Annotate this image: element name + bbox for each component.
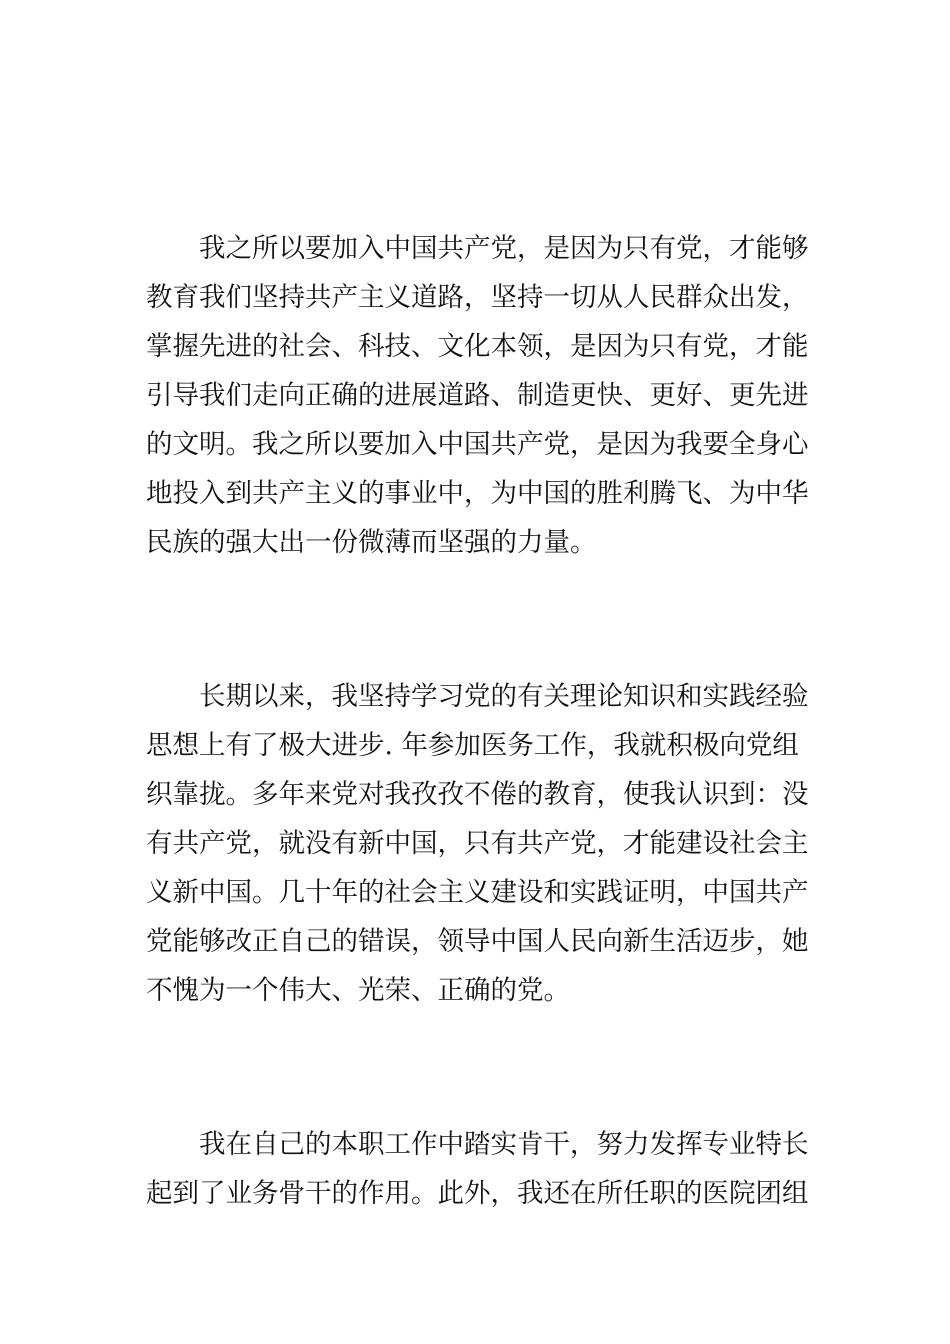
- paragraph-line: 有共产党，就没有新中国，只有共产党，才能建设社会主: [146, 828, 809, 859]
- paragraph-line: 起到了业务骨干的作用。此外，我还在所任职的医院团组: [146, 1178, 809, 1209]
- paragraph-line: 我之所以要加入中国共产党，是因为只有党，才能够: [199, 233, 809, 264]
- paragraph-1: [146, 224, 810, 567]
- paragraph-line: 党能够改正自己的错误，领导中国人民向新生活迈步，她: [146, 926, 809, 957]
- paragraph-line: 长期以来，我坚持学习党的有关理论知识和实践经验: [199, 681, 809, 712]
- paragraph-line: 思想上有了极大进步. 年参加医务工作，我就积极向党组: [146, 730, 799, 761]
- paragraph-line: 教育我们坚持共产主义道路，坚持一切从人民群众出发，: [146, 282, 809, 313]
- paragraph-line: 的文明。我之所以要加入中国共产党，是因为我要全身心: [146, 429, 809, 460]
- paragraph-line: 义新中国。几十年的社会主义建设和实践证明，中国共产: [146, 877, 809, 908]
- paragraph-2: [146, 672, 810, 1015]
- paragraph-line: 民族的强大出一份微薄而坚强的力量。: [146, 527, 597, 558]
- paragraph-line: 掌握先进的社会、科技、文化本领，是因为只有党，才能: [146, 331, 809, 362]
- paragraph-line: 地投入到共产主义的事业中，为中国的胜利腾飞、为中华: [146, 478, 809, 509]
- paragraph-3: [146, 1120, 810, 1218]
- paragraph-line: 织靠拢。多年来党对我孜孜不倦的教育，使我认识到：没: [146, 779, 809, 810]
- paragraph-line: 我在自己的本职工作中踏实肯干，努力发挥专业特长: [199, 1129, 809, 1160]
- paragraph-line: 引导我们走向正确的进展道路、制造更快、更好、更先进: [146, 380, 809, 411]
- paragraph-line: 不愧为一个伟大、光荣、正确的党。: [146, 975, 570, 1006]
